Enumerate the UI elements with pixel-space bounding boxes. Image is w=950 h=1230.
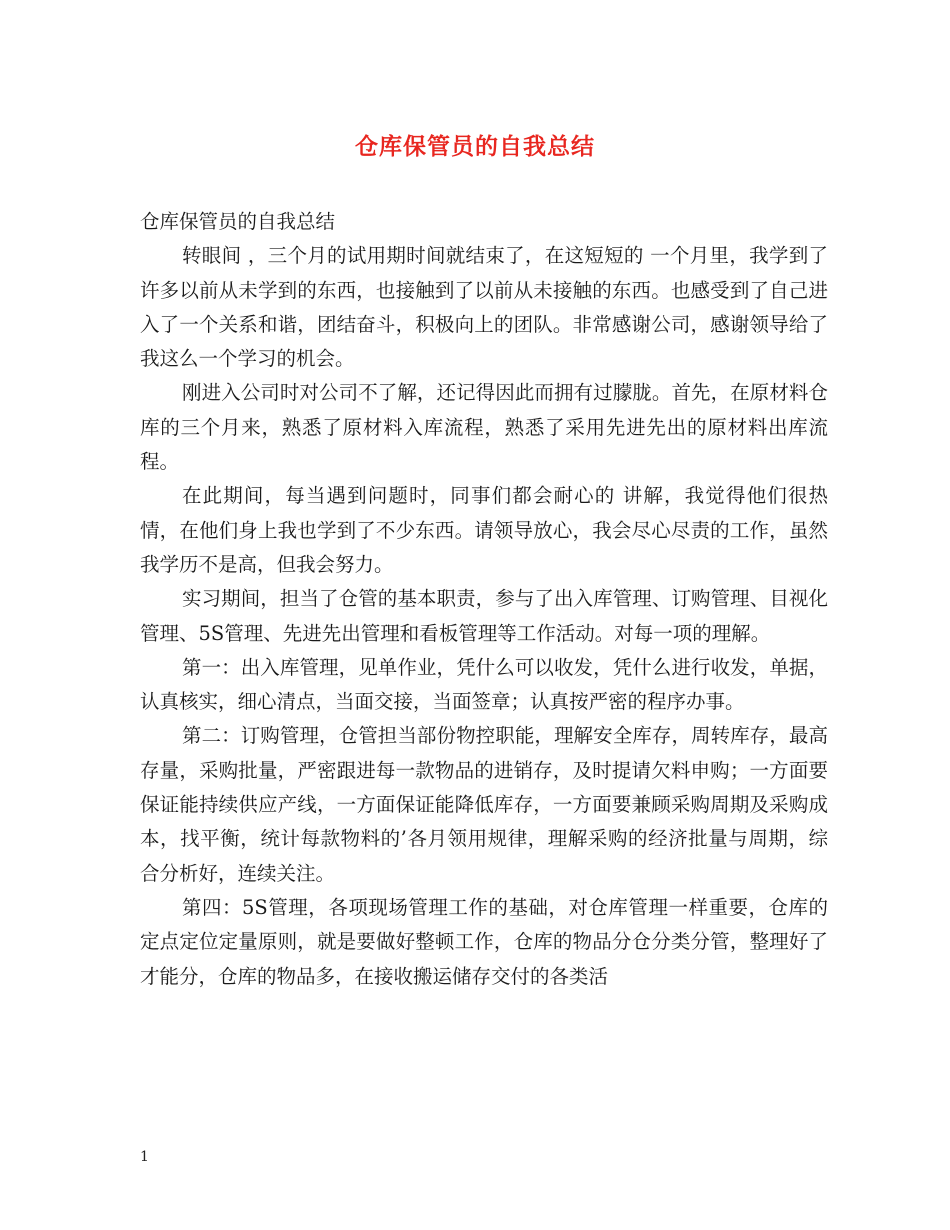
paragraph: 第四：5S管理，各项现场管理工作的基础，对仓库管理一样重要，仓库的定点定位定量原则，就是要做好整顿工作，仓库的物品分仓分类分管，整理好了才能分，仓库的物品多，在接收搬运储存交付的各类活 [140, 895, 828, 988]
paragraph: 在此期间，每当遇到问题时，同事们都会耐心的 讲解，我觉得他们很热情，在他们身上我也学到了不少东西。请领导放心，我会尽心尽责的工作，虽然我学历不是高，但我会努力。 [140, 484, 828, 576]
paragraph: 转眼间 ，三个月的试用期时间就结束了，在这短短的 一个月里，我学到了许多以前从未学到的东西，也接触到了以前从未接触的东西。也感受到了自己进入了一个关系和谐，团结奋斗，积极向上的团队。非常感谢公司，感谢领导给了我这么一个学习的机会。 [140, 244, 828, 371]
document-subtitle: 仓库保管员的自我总结 [140, 210, 336, 233]
paragraph: 刚进入公司时对公司不了解，还记得因此而拥有过朦胧。首先，在原材料仓库的三个月来，熟悉了原材料入库流程，熟悉了采用先进先出的原材料出库流程。 [140, 381, 828, 474]
document-title: 仓库保管员的自我总结 [355, 134, 595, 160]
document-body [140, 205, 828, 994]
paragraph: 实习期间，担当了仓管的基本职责，参与了出入库管理、订购管理、目视化管理、5S管理、先进先出管理和看板管理等工作活动。对每一项的理解。 [140, 587, 828, 645]
page-number: 1 [140, 1149, 149, 1165]
paragraph: 第二：订购管理，仓管担当部份物控职能，理解安全库存，周转库存，最高存量，采购批量，严密跟进每一款物品的进销存，及时提请欠料申购；一方面要保证能持续供应产线，一方面保证能降低库存，一方面要兼顾采购周期及采购成本，找平衡，统计每款物料的’各月领用规律，理解采购的经济批量与周期，综合分析好，连续关注。 [140, 724, 828, 885]
paragraph: 第一：出入库管理，见单作业，凭什么可以收发，凭什么进行收发，单据，认真核实，细心清点，当面交接，当面签章；认真按严密的程序办事。 [140, 655, 828, 714]
